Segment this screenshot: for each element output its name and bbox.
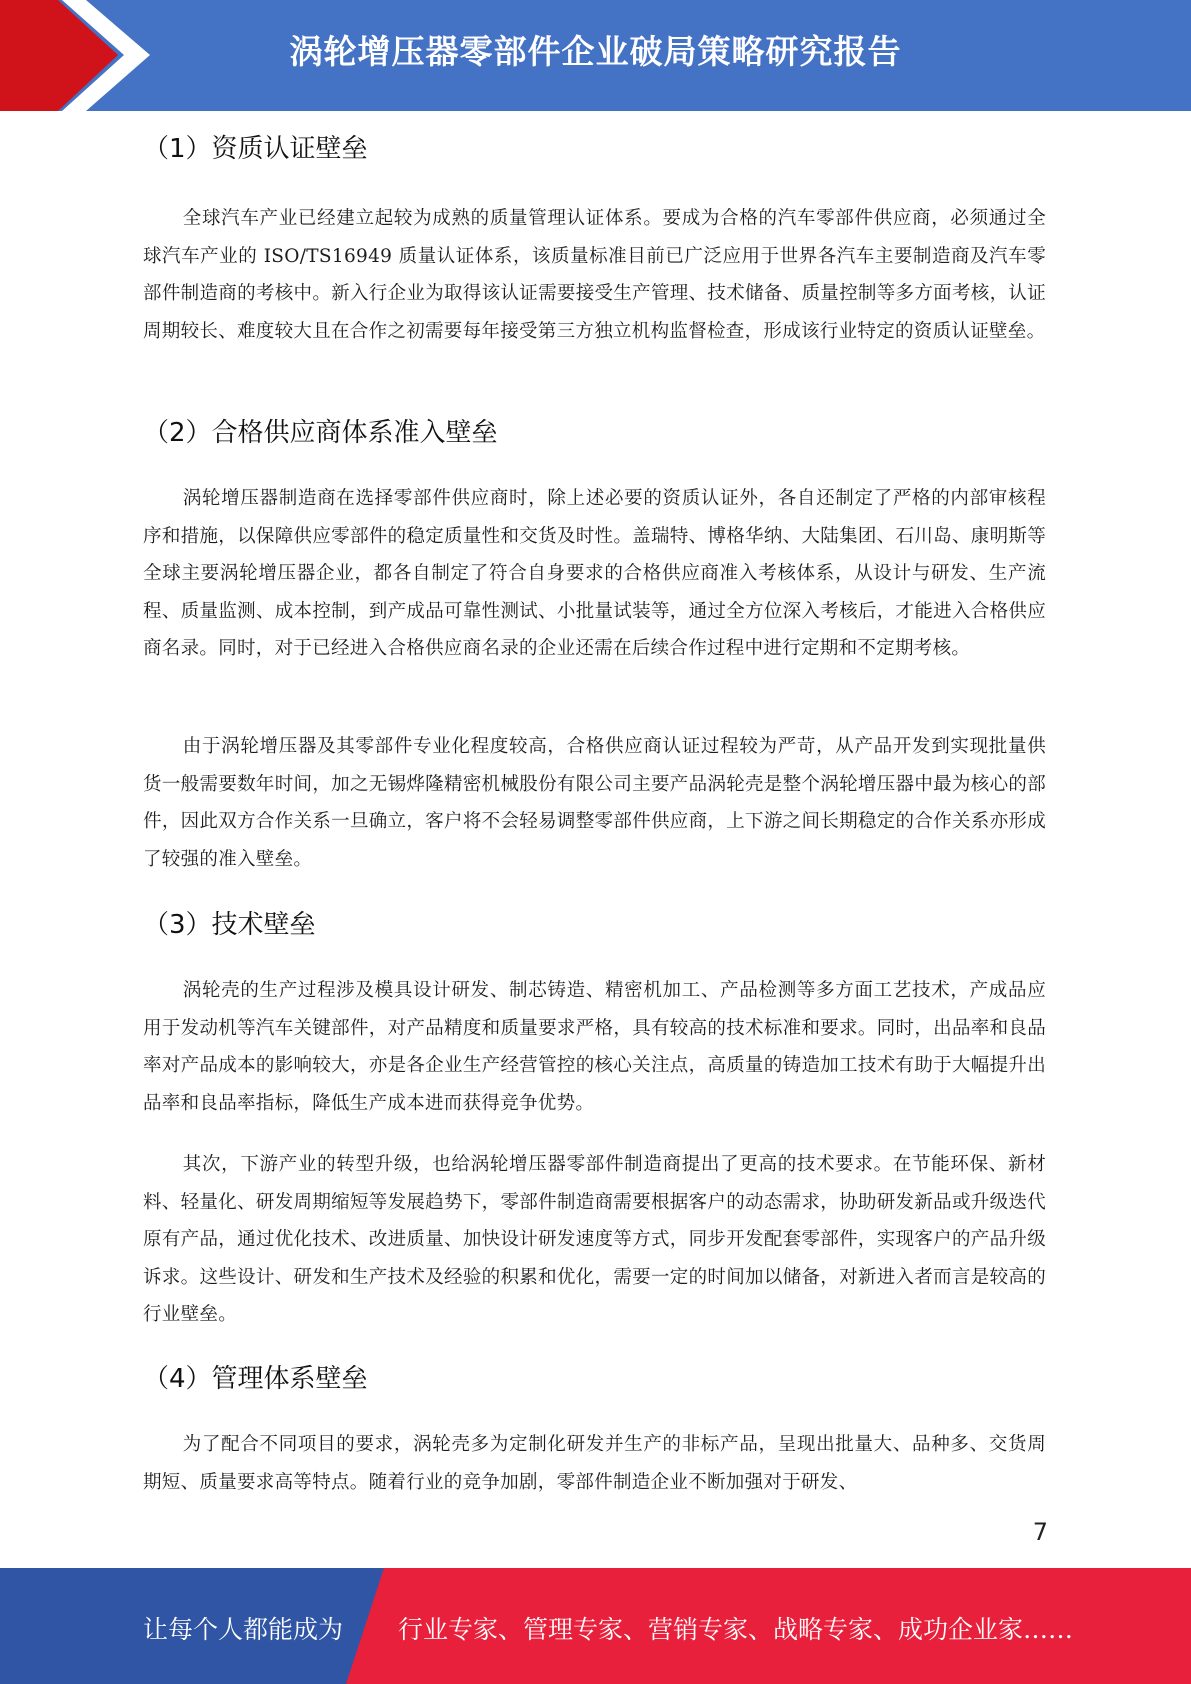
section-heading-supplier-access: （2）合格供应商体系准入壁垒 — [143, 418, 498, 448]
section-heading-qualification: （1）资质认证壁垒 — [143, 134, 368, 164]
paragraph: 涡轮增压器制造商在选择零部件供应商时，除上述必要的资质认证外，各自还制定了严格的内部审核程序和措施，以保障供应零部件的稳定质量性和交货及时性。盖瑞特、博格华纳、大陆集团、石川岛、康明斯等全球主要涡轮增压器企业，都各自制定了符合自身要求的合格供应商准入考核体系，从设计与研发、生产流程、质量监测、成本控制，到产成品可靠性测试、小批量试装等，通过全方位深入考核后，才能进入合格供应商名录。同时，对于已经进入合格供应商名录的企业还需在后续合作过程中进行定期和不定期考核。 — [143, 488, 1046, 659]
footer-slogan-right: 行业专家、管理专家、营销专家、战略专家、成功企业家…… — [398, 1615, 1074, 1644]
footer-slogan-left: 让每个人都能成为 — [143, 1615, 344, 1644]
section-heading-management: （4）管理体系壁垒 — [143, 1364, 368, 1394]
paragraph: 涡轮壳的生产过程涉及模具设计研发、制芯铸造、精密机加工、产品检测等多方面工艺技术，产成品应用于发动机等汽车关键部件，对产品精度和质量要求严格，具有较高的技术标准和要求。同时，出品率和良品率对产品成本的影响较大，亦是各企业生产经营管控的核心关注点，高质量的铸造加工技术有助于大幅提升出品率和良品率指标，降低生产成本进而获得竞争优势。 — [143, 980, 1046, 1114]
paragraph: 为了配合不同项目的要求，涡轮壳多为定制化研发并生产的非标产品，呈现出批量大、品种多、交货周期短、质量要求高等特点。随着行业的竞争加剧，零部件制造企业不断加强对于研发、 — [143, 1434, 1046, 1493]
paragraph: 由于涡轮增压器及其零部件专业化程度较高，合格供应商认证过程较为严苛，从产品开发到实现批量供货一般需要数年时间，加之无锡烨隆精密机械股份有限公司主要产品涡轮壳是整个涡轮增压器中最为核心的部件，因此双方合作关系一旦确立，客户将不会轻易调整零部件供应商，上下游之间长期稳定的合作关系亦形成了较强的准入壁垒。 — [143, 736, 1046, 870]
page-number: 7 — [1032, 1518, 1048, 1546]
page-header — [0, 0, 1191, 111]
section-heading-technology: （3）技术壁垒 — [143, 910, 316, 940]
page-footer — [0, 1568, 1191, 1684]
paragraph: 全球汽车产业已经建立起较为成熟的质量管理认证体系。要成为合格的汽车零部件供应商，必须通过全球汽车产业的 ISO/TS16949 质量认证体系，该质量标准目前已广泛应用于世界各汽车主要制造商及汽车零部件制造商的考核中。新入行企业为取得该认证需要接受生产管理、技术储备、质量控制等多方面考核，认证周期较长、难度较大且在合作之初需要每年接受第三方独立机构监督检查，形成该行业特定的资质认证壁垒。 — [143, 208, 1046, 342]
report-title: 涡轮增压器零部件企业破局策略研究报告 — [289, 32, 902, 71]
paragraph: 其次，下游产业的转型升级，也给涡轮增压器零部件制造商提出了更高的技术要求。在节能环保、新材料、轻量化、研发周期缩短等发展趋势下，零部件制造商需要根据客户的动态需求，协助研发新品或升级迭代原有产品，通过优化技术、改进质量、加快设计研发速度等方式，同步开发配套零部件，实现客户的产品升级诉求。这些设计、研发和生产技术及经验的积累和优化，需要一定的时间加以储备，对新进入者而言是较高的行业壁垒。 — [143, 1154, 1046, 1325]
